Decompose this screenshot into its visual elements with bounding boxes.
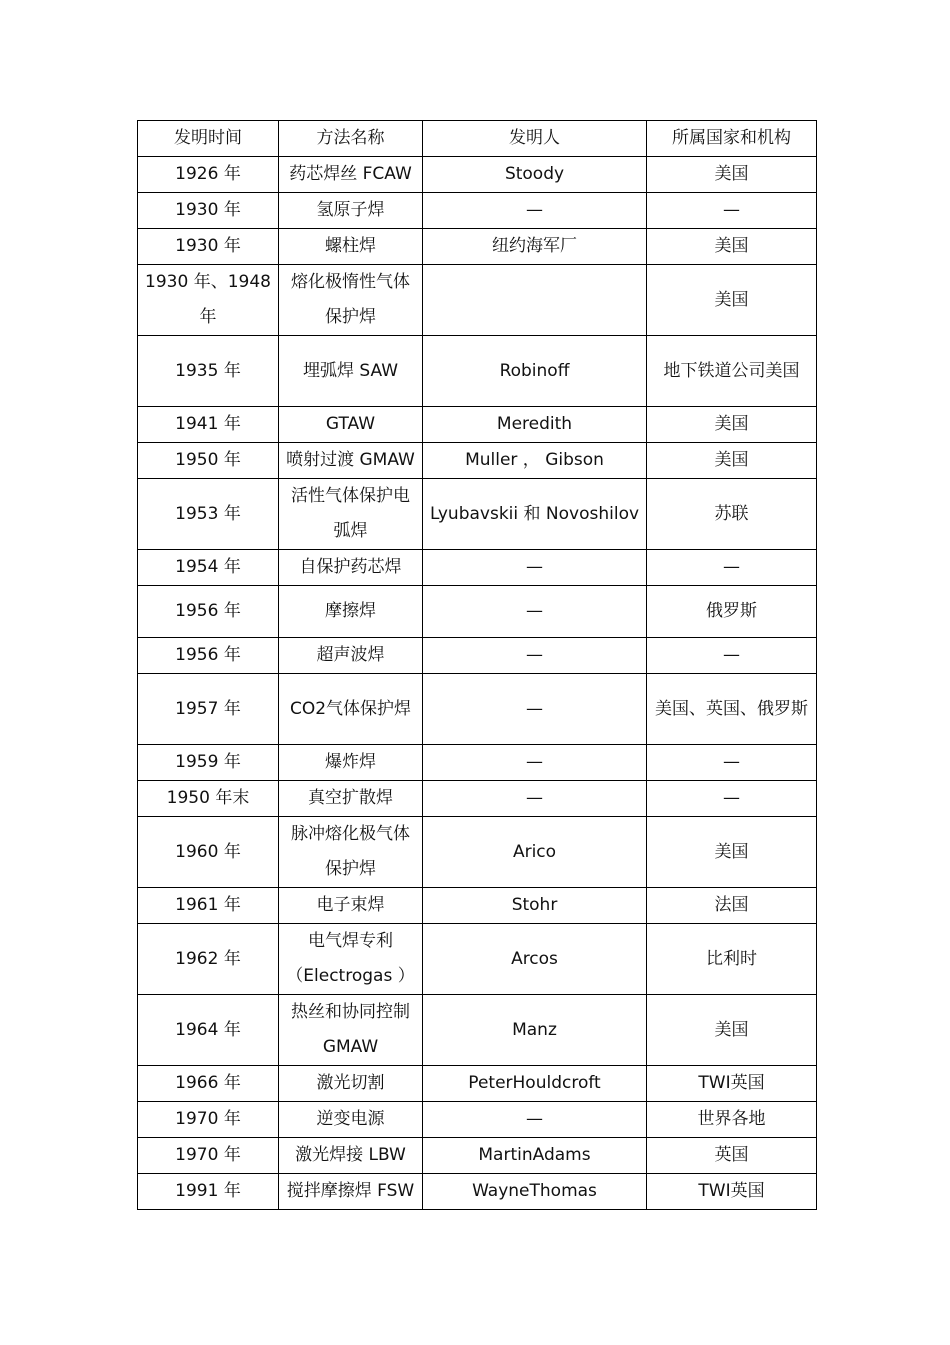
cell-year: 1961 年 <box>138 888 279 924</box>
cell-inventor: PeterHouldcroft <box>423 1066 647 1102</box>
cell-method: 逆变电源 <box>279 1102 423 1138</box>
cell-year: 1950 年 <box>138 443 279 479</box>
cell-inventor: — <box>423 550 647 586</box>
table-row <box>138 586 817 638</box>
cell-country: TWI英国 <box>647 1066 817 1102</box>
cell-year: 1956 年 <box>138 638 279 674</box>
cell-country: 法国 <box>647 888 817 924</box>
cell-method: 药芯焊丝 FCAW <box>279 157 423 193</box>
cell-inventor: Arico <box>423 817 647 888</box>
cell-country: 美国 <box>647 995 817 1066</box>
cell-method: 摩擦焊 <box>279 586 423 638</box>
cell-year: 1950 年末 <box>138 781 279 817</box>
cell-inventor: 纽约海军厂 <box>423 229 647 265</box>
cell-country: 英国 <box>647 1138 817 1174</box>
cell-country: — <box>647 745 817 781</box>
table-row <box>138 229 817 265</box>
cell-year: 1966 年 <box>138 1066 279 1102</box>
header-year: 发明时间 <box>138 121 279 157</box>
cell-country: 俄罗斯 <box>647 586 817 638</box>
cell-country: 地下铁道公司美国 <box>647 336 817 407</box>
table-row <box>138 1102 817 1138</box>
cell-year: 1957 年 <box>138 674 279 745</box>
cell-country: 世界各地 <box>647 1102 817 1138</box>
cell-inventor: — <box>423 781 647 817</box>
cell-country: — <box>647 781 817 817</box>
table-row <box>138 407 817 443</box>
cell-country: 比利时 <box>647 924 817 995</box>
table-row <box>138 550 817 586</box>
cell-country: 美国 <box>647 265 817 336</box>
table-row <box>138 443 817 479</box>
cell-year: 1960 年 <box>138 817 279 888</box>
cell-method: 脉冲熔化极气体保护焊 <box>279 817 423 888</box>
cell-year: 1953 年 <box>138 479 279 550</box>
header-method: 方法名称 <box>279 121 423 157</box>
cell-method: 搅拌摩擦焊 FSW <box>279 1174 423 1210</box>
cell-inventor: — <box>423 193 647 229</box>
cell-year: 1956 年 <box>138 586 279 638</box>
cell-year: 1930 年 <box>138 193 279 229</box>
cell-year: 1970 年 <box>138 1138 279 1174</box>
table-row <box>138 924 817 995</box>
table-row <box>138 995 817 1066</box>
cell-inventor: Stoody <box>423 157 647 193</box>
cell-year: 1930 年、1948 年 <box>138 265 279 336</box>
cell-country: 美国 <box>647 229 817 265</box>
cell-year: 1962 年 <box>138 924 279 995</box>
cell-country: TWI英国 <box>647 1174 817 1210</box>
cell-method: 埋弧焊 SAW <box>279 336 423 407</box>
cell-year: 1964 年 <box>138 995 279 1066</box>
cell-method: 电气焊专利（Electrogas ） <box>279 924 423 995</box>
cell-inventor: MartinAdams <box>423 1138 647 1174</box>
cell-inventor: — <box>423 745 647 781</box>
cell-inventor: Muller ， Gibson <box>423 443 647 479</box>
cell-inventor: Arcos <box>423 924 647 995</box>
cell-country: — <box>647 638 817 674</box>
table-row <box>138 1174 817 1210</box>
cell-year: 1954 年 <box>138 550 279 586</box>
cell-inventor: — <box>423 638 647 674</box>
cell-method: 自保护药芯焊 <box>279 550 423 586</box>
cell-inventor: Lyubavskii 和 Novoshilov <box>423 479 647 550</box>
cell-year: 1959 年 <box>138 745 279 781</box>
table-row <box>138 336 817 407</box>
table-row <box>138 817 817 888</box>
cell-country: 美国 <box>647 443 817 479</box>
table-row <box>138 1138 817 1174</box>
cell-country: — <box>647 193 817 229</box>
cell-year: 1930 年 <box>138 229 279 265</box>
cell-method: 爆炸焊 <box>279 745 423 781</box>
cell-inventor: — <box>423 1102 647 1138</box>
cell-year: 1926 年 <box>138 157 279 193</box>
cell-country: 美国 <box>647 157 817 193</box>
cell-method: 喷射过渡 GMAW <box>279 443 423 479</box>
table-row <box>138 265 817 336</box>
cell-method: 熔化极惰性气体保护焊 <box>279 265 423 336</box>
table-row <box>138 888 817 924</box>
cell-method: 真空扩散焊 <box>279 781 423 817</box>
cell-inventor: WayneThomas <box>423 1174 647 1210</box>
cell-inventor: Meredith <box>423 407 647 443</box>
cell-method: 活性气体保护电弧焊 <box>279 479 423 550</box>
cell-inventor: Manz <box>423 995 647 1066</box>
cell-method: 激光焊接 LBW <box>279 1138 423 1174</box>
cell-inventor: Robinoff <box>423 336 647 407</box>
cell-country: 美国、英国、俄罗斯 <box>647 674 817 745</box>
table-row <box>138 157 817 193</box>
cell-inventor <box>423 265 647 336</box>
cell-inventor: — <box>423 586 647 638</box>
table-row <box>138 638 817 674</box>
cell-country: — <box>647 550 817 586</box>
cell-year: 1941 年 <box>138 407 279 443</box>
table-row <box>138 193 817 229</box>
cell-method: 热丝和协同控制 GMAW <box>279 995 423 1066</box>
table-row <box>138 674 817 745</box>
table-row <box>138 479 817 550</box>
cell-year: 1935 年 <box>138 336 279 407</box>
cell-method: 氢原子焊 <box>279 193 423 229</box>
header-row <box>138 121 817 157</box>
cell-year: 1970 年 <box>138 1102 279 1138</box>
cell-country: 美国 <box>647 817 817 888</box>
cell-method: 电子束焊 <box>279 888 423 924</box>
invention-table <box>137 120 817 1210</box>
table-row <box>138 745 817 781</box>
header-country: 所属国家和机构 <box>647 121 817 157</box>
cell-method: CO2气体保护焊 <box>279 674 423 745</box>
table-row <box>138 1066 817 1102</box>
cell-country: 苏联 <box>647 479 817 550</box>
cell-inventor: — <box>423 674 647 745</box>
cell-inventor: Stohr <box>423 888 647 924</box>
cell-method: 激光切割 <box>279 1066 423 1102</box>
cell-year: 1991 年 <box>138 1174 279 1210</box>
cell-country: 美国 <box>647 407 817 443</box>
header-inventor: 发明人 <box>423 121 647 157</box>
cell-method: GTAW <box>279 407 423 443</box>
cell-method: 超声波焊 <box>279 638 423 674</box>
table-row <box>138 781 817 817</box>
cell-method: 螺柱焊 <box>279 229 423 265</box>
